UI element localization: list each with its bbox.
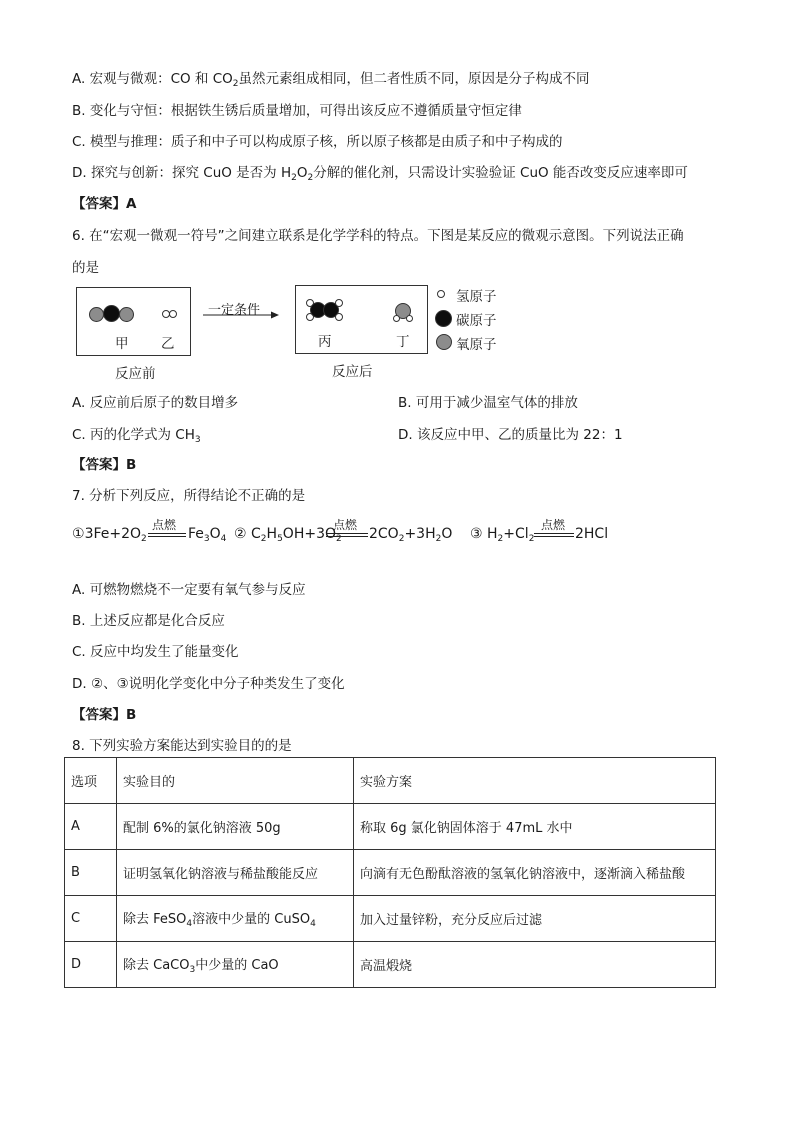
q6-answer: 【答案】B	[72, 457, 137, 473]
oxygen-atom	[119, 307, 134, 322]
q5-answer: 【答案】A	[72, 196, 137, 212]
cell-option: B	[65, 850, 117, 896]
text: Fe	[188, 526, 204, 542]
cell-plan: 向滴有无色酚酞溶液的氢氧化钠溶液中，逐渐滴入稀盐酸	[354, 850, 716, 896]
subscript: 5	[277, 534, 283, 544]
cell-plan: 高温煅烧	[354, 942, 716, 988]
text: 3Fe+2O	[84, 526, 142, 542]
hydrogen-atom	[169, 310, 177, 318]
subscript: 3	[203, 534, 210, 544]
equation-3	[470, 526, 534, 544]
legend-oxygen-icon	[436, 334, 452, 350]
hydrogen-atom	[335, 313, 343, 321]
text: 分解的催化剂，只需设计实验验证 CuO 能否改变反应速率即可	[313, 165, 688, 181]
eq-number: ③	[470, 526, 483, 542]
cell-goal	[117, 896, 354, 942]
cell-goal: 配制 6%的氯化钠溶液 50g	[117, 804, 354, 850]
subscript: 2	[398, 534, 405, 544]
cell-goal: 证明氢氧化钠溶液与稀盐酸能反应	[117, 850, 354, 896]
text: 虽然元素组成相同，但二者性质不同，原因是分子构成不同	[238, 71, 590, 87]
equation-1-product	[188, 526, 226, 544]
legend-hydrogen-label: 氢原子	[456, 289, 497, 305]
label-yi: 乙	[161, 336, 175, 352]
eq-number: ①	[72, 526, 85, 542]
text: C. 丙的化学式为 CH	[72, 427, 195, 443]
header-plan: 实验方案	[354, 758, 716, 804]
text: O	[209, 526, 221, 542]
q6-option-b: B. 可用于减少温室气体的排放	[398, 395, 578, 411]
cell-goal	[117, 942, 354, 988]
subscript: 3	[194, 435, 201, 445]
arrow-condition: 一定条件	[208, 303, 261, 318]
eq1-equals-bar	[148, 533, 186, 537]
q5-option-b: B. 变化与守恒：根据铁生锈后质量增加，可得出该反应不遵循质量守恒定律	[72, 103, 522, 119]
text: H	[487, 526, 498, 542]
q5-option-d	[72, 161, 688, 183]
header-goal: 实验目的	[117, 758, 354, 804]
eq1-condition: 点燃	[152, 518, 177, 532]
subscript: 2	[336, 534, 342, 544]
table-row	[65, 896, 716, 942]
q7-option-a: A. 可燃物燃烧不一定要有氧气参与反应	[72, 582, 306, 598]
table-row	[65, 850, 716, 896]
text: 2CO	[369, 526, 399, 542]
hydrogen-atom	[335, 299, 343, 307]
legend-carbon-icon	[435, 310, 452, 327]
label-bing: 丙	[318, 334, 332, 350]
q7-option-d: D. ②、③说明化学变化中分子种类发生了变化	[72, 676, 345, 692]
eq3-condition: 点燃	[541, 518, 566, 532]
caption-before: 反应前	[115, 366, 156, 382]
q7-stem: 7. 分析下列反应，所得结论不正确的是	[72, 488, 306, 504]
subscript: 2	[291, 173, 297, 183]
text: O	[296, 165, 308, 181]
subscript: 2	[528, 534, 535, 544]
text: C	[251, 526, 261, 542]
caption-after: 反应后	[332, 364, 373, 380]
text: 溶液中少量的 CuSO	[192, 912, 311, 927]
cell-option: C	[65, 896, 117, 942]
equation-1	[72, 526, 147, 544]
subscript: 4	[186, 919, 193, 929]
subscript: 4	[220, 534, 227, 544]
q7-option-b: B. 上述反应都是化合反应	[72, 613, 225, 629]
experiment-table	[64, 757, 716, 988]
q6-stem-line1: 6. 在“宏观一微观一符号”之间建立联系是化学学科的特点。下图是某反应的微观示意图。下列说法正确	[72, 228, 684, 244]
subscript: 2	[497, 534, 504, 544]
cell-option: A	[65, 804, 117, 850]
text: A. 宏观与微观：CO 和 CO	[72, 71, 233, 87]
text: +3H	[404, 526, 436, 542]
text: 除去 CaCO	[123, 958, 190, 973]
subscript: 2	[307, 173, 314, 183]
hydrogen-atom	[393, 315, 400, 322]
subscript: 2	[141, 534, 147, 544]
eq-number: ②	[234, 526, 247, 542]
legend-oxygen-label: 氧原子	[456, 337, 497, 353]
text: D. 探究与创新：探究 CuO 是否为 H	[72, 165, 292, 181]
table-row	[65, 804, 716, 850]
q6-option-a: A. 反应前后原子的数目增多	[72, 395, 239, 411]
equation-3-product: 2HCl	[575, 526, 609, 542]
q7-option-c: C. 反应中均发生了能量变化	[72, 644, 239, 660]
q5-option-a	[72, 67, 590, 89]
label-ding: 丁	[396, 334, 410, 350]
q5-option-c: C. 模型与推理：质子和中子可以构成原子核，所以原子核都是由质子和中子构成的	[72, 134, 563, 150]
legend-carbon-label: 碳原子	[456, 313, 497, 329]
hydrogen-atom	[406, 315, 413, 322]
eq2-equals-bar	[326, 533, 368, 537]
table-row	[65, 942, 716, 988]
subscript: 2	[435, 534, 442, 544]
q8-stem: 8. 下列实验方案能达到实验目的的是	[72, 738, 292, 754]
subscript: 4	[310, 919, 316, 929]
text: O	[441, 526, 453, 542]
q7-answer: 【答案】B	[72, 707, 137, 723]
eq3-equals-bar	[534, 533, 574, 537]
q6-option-c	[72, 423, 201, 445]
subscript: 3	[189, 965, 196, 975]
label-jia: 甲	[115, 336, 129, 352]
legend-hydrogen-icon	[437, 290, 445, 298]
text: H	[266, 526, 278, 542]
reaction-arrow	[203, 310, 279, 320]
eq2-condition: 点燃	[333, 518, 358, 532]
cell-plan: 加入过量锌粉，充分反应后过滤	[354, 896, 716, 942]
text: +Cl	[503, 526, 529, 542]
cell-plan: 称取 6g 氯化钠固体溶于 47mL 水中	[354, 804, 716, 850]
text: OH+3O	[282, 526, 337, 542]
before-box	[76, 287, 191, 356]
after-box	[295, 285, 428, 354]
subscript: 2	[260, 534, 267, 544]
oxygen-atom	[89, 307, 104, 322]
table-header-row	[65, 758, 716, 804]
subscript: 2	[232, 79, 239, 89]
header-option: 选项	[65, 758, 117, 804]
q6-option-d: D. 该反应中甲、乙的质量比为 22：1	[398, 427, 623, 443]
equation-2-product	[369, 526, 452, 544]
text: 除去 FeSO	[123, 912, 187, 927]
q6-stem-line2: 的是	[72, 260, 99, 276]
carbon-atom	[103, 305, 120, 322]
text: 中少量的 CaO	[195, 958, 279, 973]
cell-option: D	[65, 942, 117, 988]
